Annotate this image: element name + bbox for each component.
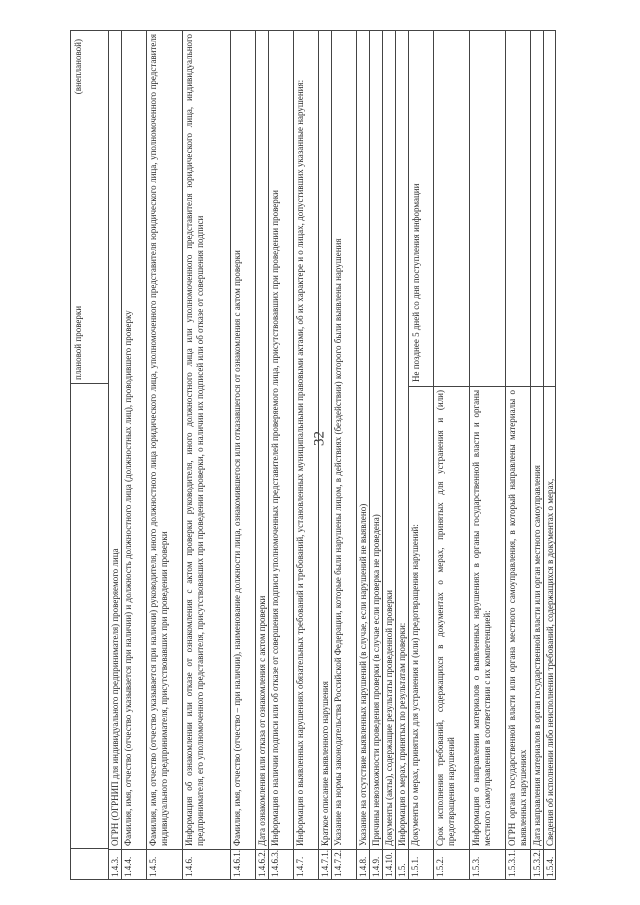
row-text: Сведения об исполнении либо неисполнении требований, содержащихся в документах о мерах, [544,386,555,849]
row-number: 1.4.6.3. [269,849,293,879]
row-number: 1.4.7. [294,849,318,879]
row-text: Фамилия, имя, отчество (отчество – при наличии), наименование должности лица, ознакомившегося или отказавшегося от ознакомления с актом проверки [232,250,242,846]
row-number: 1.4.6.1. [231,849,255,879]
top-text-cell [71,383,108,849]
row-number: 1.4.5. [147,849,182,879]
table-row [331,30,356,880]
table-row [505,30,530,880]
row-text: Информация об ознакомлении или отказе от ознакомления с актом проверки руководителя, иного должностного лица или уполномоченного представителя юридического лица, индивидуального предпринимателя, его уполномоченного представителя, присутствовавших при проведении проверки, о наличии их подписей или об отказе от совершения подписи [184,34,205,846]
table-row [530,30,543,880]
table-row [356,30,369,880]
table-row [268,30,293,880]
table-row [230,30,255,880]
row-text: Информация о наличии подписи или об отказе от совершения подписи уполномоченных представителей проверяемого лица, присутствовавших при проведении проверки [270,190,280,846]
row-number: 1.5.3. [470,849,505,879]
table-row [408,30,433,880]
table-row [469,30,505,880]
table-row [182,30,230,880]
row-number: 1.5.3.1. [506,849,530,879]
row-text: Срок исполнения требований, содержащихся в документах о мерах, принятых для устранения и (или) предотвращения нарушений [434,386,469,849]
table-row [293,30,318,880]
row-number: 1.4.3. [109,849,121,879]
row-number: 1.5. [396,849,408,879]
row-text: Причины невозможности проведения проверки (в случае если проверка не проведена) [371,514,381,846]
table-row [121,30,146,880]
row-text: Фамилия, имя, отчество (отчество указывается при наличии) и должность должностного лица (должностных лиц), проводившего проверку [123,310,133,846]
table-row [108,30,121,880]
row-text: ОГРН органа государственной власти или органа местного самоуправления, в который направлены материалы о выявленных нарушениях [506,386,530,849]
row-text: Информация о мерах, принятых по результатам проверки: [397,622,407,846]
row-number: 1.5.2. [434,849,469,879]
table-top-row [70,30,108,880]
table-row [369,30,382,880]
top-num-cell [71,848,108,879]
row-number: 1.5.1. [409,849,433,879]
row-text: Дата направления материалов в орган государственной власти или орган местного самоуправления [531,386,543,849]
top-side-cell [71,31,108,384]
row-text: Указание на нормы законодательства Российской Федерации, которые были нарушены лицом, в действиях (бездействии) которого были выявлены нарушения [333,238,343,846]
rotated-table [70,30,580,880]
row-text: Документы о мерах, принятых для устранения и (или) предотвращения нарушений: [409,386,433,849]
row-text: Указание на отсутствие выявленных нарушений (в случае, если нарушений не выявлено) [358,503,368,846]
table-row [318,30,331,880]
table-row [433,30,469,880]
table-row [146,30,182,880]
row-number: 1.4.10. [383,849,395,879]
table-row [382,30,395,880]
row-text: Фамилия, имя, отчество (отчество указывается при наличии) руководителя, иного должностного лица юридического лица, уполномоченного представителя юридического лица, уполномоченного представителя индивидуального предпринимателя, присутствовавших при проведении проверки [148,34,169,846]
row-number: 1.4.6.2. [257,850,267,877]
row-text: Краткое описание выявленного нарушения [320,681,330,846]
deadline-note: Не позднее 5 дней со дня поступления информации [411,183,421,382]
row-number: 1.4.4. [122,849,146,879]
row-number: 1.5.3.2. [532,850,542,877]
row-text: ОГРН (ОГРНИП для индивидуального предпринимателя) проверяемого лица [110,548,120,846]
row-number: 1.4.8. [357,849,369,879]
table-row [543,30,556,880]
row-text: Информация о направлении материалов о выявленных нарушениях в органы государственной власти и органы местного самоуправления в соответствии с их компетенцией: [470,386,505,849]
row-number: 1.5.4. [544,849,555,879]
table-row [255,30,268,880]
row-number: 1.4.7.1. [320,850,330,877]
table-row [395,30,408,880]
row-number: 1.4.6. [183,849,230,879]
row-text: Дата ознакомления или отказа от ознакомления с актом проверки [257,595,267,846]
row-text: Информация о выявленных нарушениях обязательных требований и требований, установленных муниципальными правовыми актами, об их характере и о лицах, допустивших указанные нарушения: [295,79,305,846]
page-number: 32 [311,431,328,446]
planned-inspection-label: плановой проверки [73,305,83,380]
row-text: Документы (акты), содержащие результаты проведенной проверки [384,590,394,846]
row-number: 1.4.7.2. [332,849,356,879]
unplanned-label: (внеплановой) [73,39,83,95]
row-number: 1.4.9. [370,849,382,879]
